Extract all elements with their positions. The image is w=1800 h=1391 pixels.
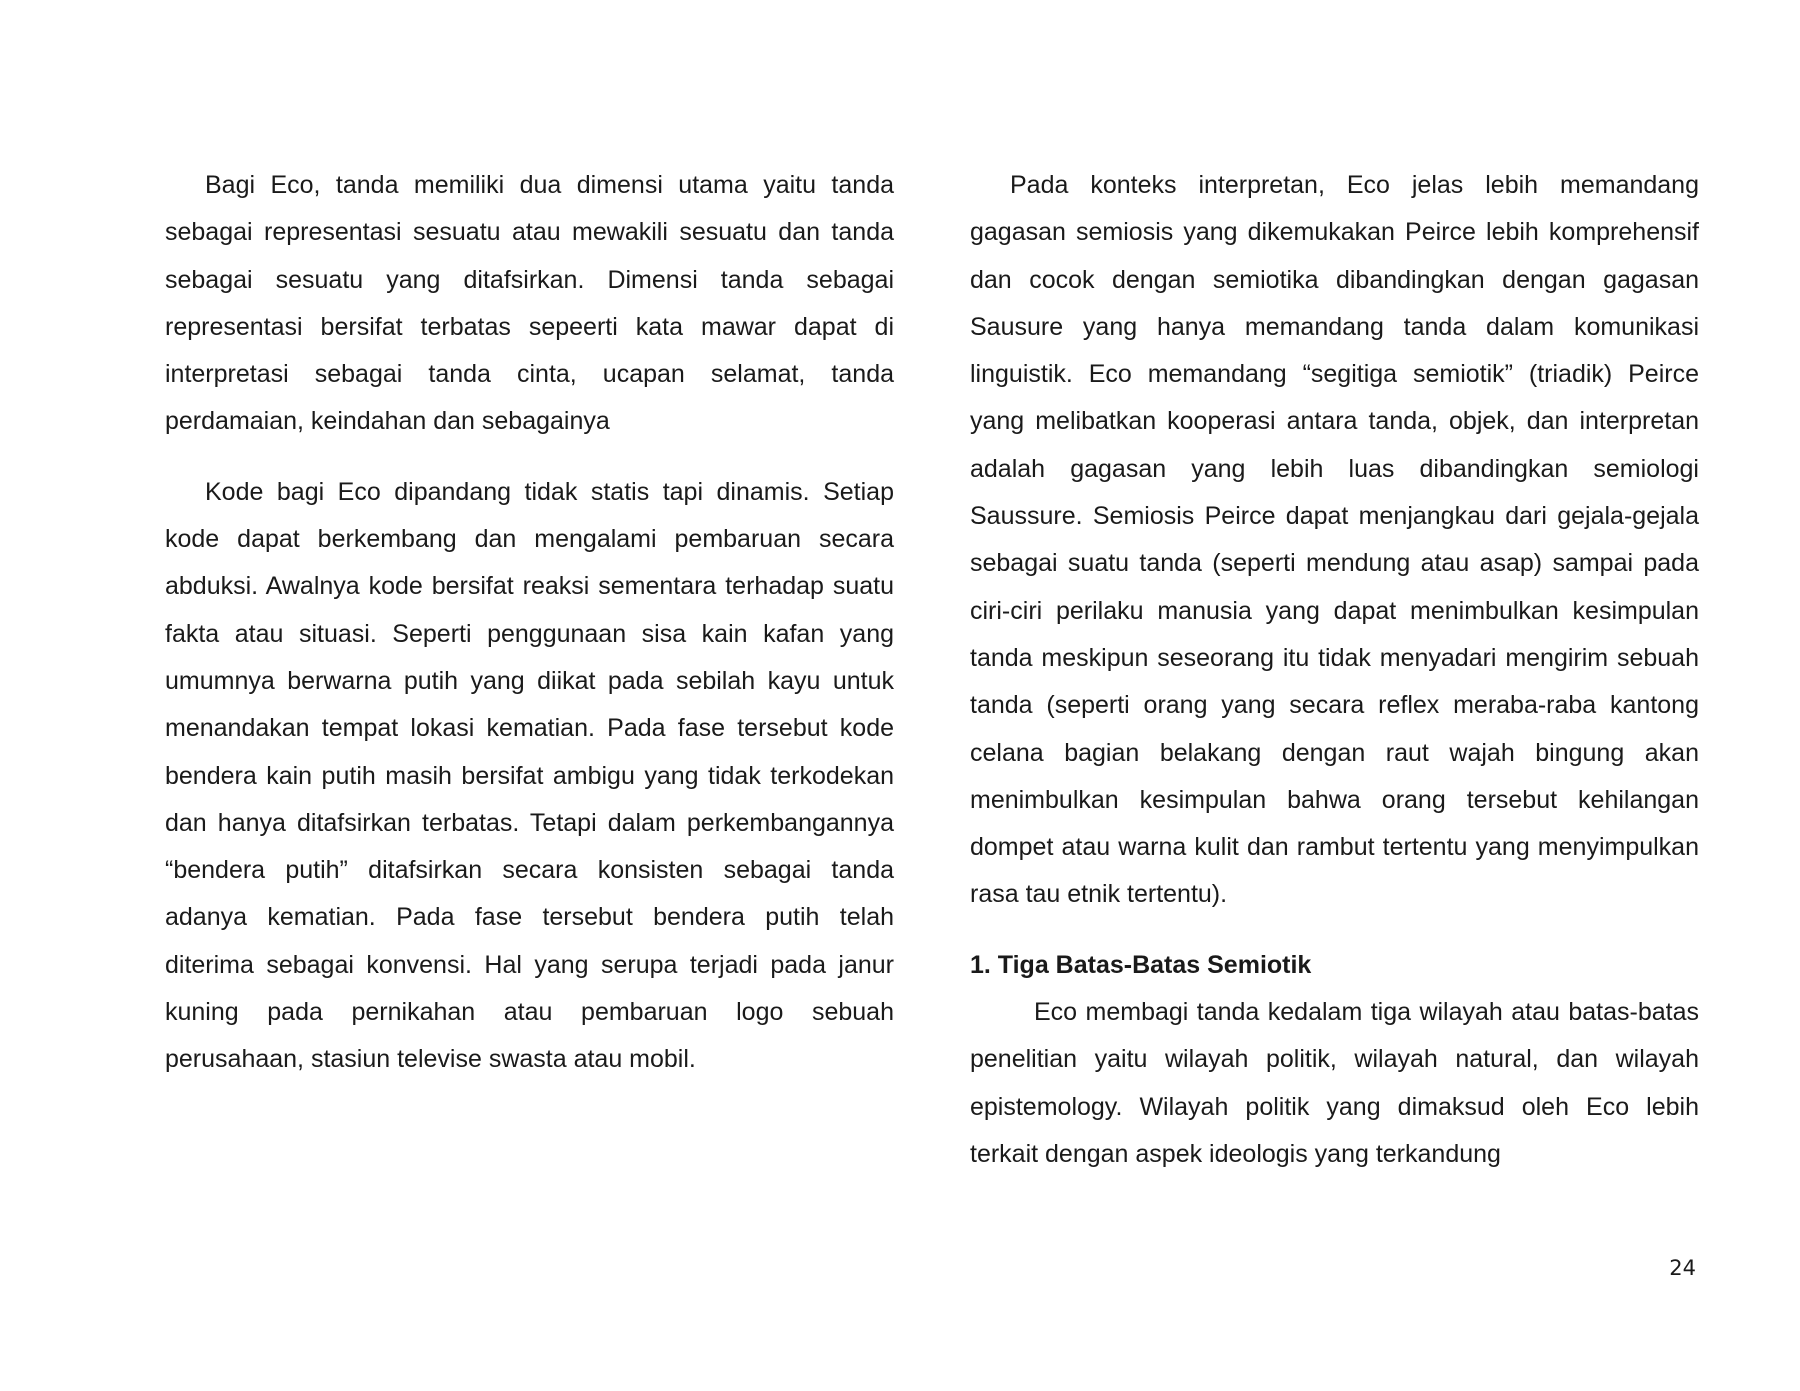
paragraph: Pada konteks interpretan, Eco jelas lebih memandang gagasan semiosis yang dikemukakan Peirce lebih komprehensif dan cocok dengan semiotika dibandingkan dengan gagasan Sausure yang hanya memandang tanda dalam komunikasi linguistik. Eco memandang “segitiga semiotik” (triadik) Peirce yang melibatkan kooperasi antara tanda, objek, dan interpretan adalah gagasan yang lebih luas dibandingkan semiologi Saussure. Semiosis Peirce dapat menjangkau dari gejala-gejala sebagai suatu tanda (seperti mendung atau asap) sampai pada ciri-ciri perilaku manusia yang dapat menimbulkan kesimpulan tanda meskipun seseorang itu tidak menyadari mengirim sebuah tanda (seperti orang yang secara reflex meraba-raba kantong celana bagian belakang dengan raut wajah bingung akan menimbulkan kesimpulan bahwa orang tersebut kehilangan dompet atau warna kulit dan rambut tertentu yang menyimpulkan rasa tau etnik tertentu). (970, 171, 1699, 909)
left-column (165, 162, 894, 1084)
right-column (970, 162, 1699, 1178)
paragraph: Bagi Eco, tanda memiliki dua dimensi utama yaitu tanda sebagai representasi sesuatu atau mewakili sesuatu dan tanda sebagai sesuatu yang ditafsirkan. Dimensi tanda sebagai representasi bersifat terbatas sepeerti kata mawar dapat di interpretasi sebagai tanda cinta, ucapan selamat, tanda perdamaian, keindahan dan sebagainya (165, 171, 894, 436)
section-heading: 1. Tiga Batas-Batas Semiotik (970, 950, 1312, 979)
paragraph: Eco membagi tanda kedalam tiga wilayah atau batas-batas penelitian yaitu wilayah politik, wilayah natural, dan wilayah epistemology. Wilayah politik yang dimaksud oleh Eco lebih terkait dengan aspek ideologis yang terkandung (970, 998, 1699, 1168)
paragraph: Kode bagi Eco dipandang tidak statis tapi dinamis. Setiap kode dapat berkembang dan mengalami pembaruan secara abduksi. Awalnya kode bersifat reaksi sementara terhadap suatu fakta atau situasi. Seperti penggunaan sisa kain kafan yang umumnya berwarna putih yang diikat pada sebilah kayu untuk menandakan tempat lokasi kematian. Pada fase tersebut kode bendera kain putih masih bersifat ambigu yang tidak terkodekan dan hanya ditafsirkan terbatas. Tetapi dalam perkembangannya “bendera putih” ditafsirkan secara konsisten sebagai tanda adanya kematian. Pada fase tersebut bendera putih telah diterima sebagai konvensi. Hal yang serupa terjadi pada janur kuning pada pernikahan atau pembaruan logo sebuah perusahaan, stasiun televise swasta atau mobil. (165, 477, 894, 1074)
page-number: 24 (1669, 1256, 1696, 1280)
